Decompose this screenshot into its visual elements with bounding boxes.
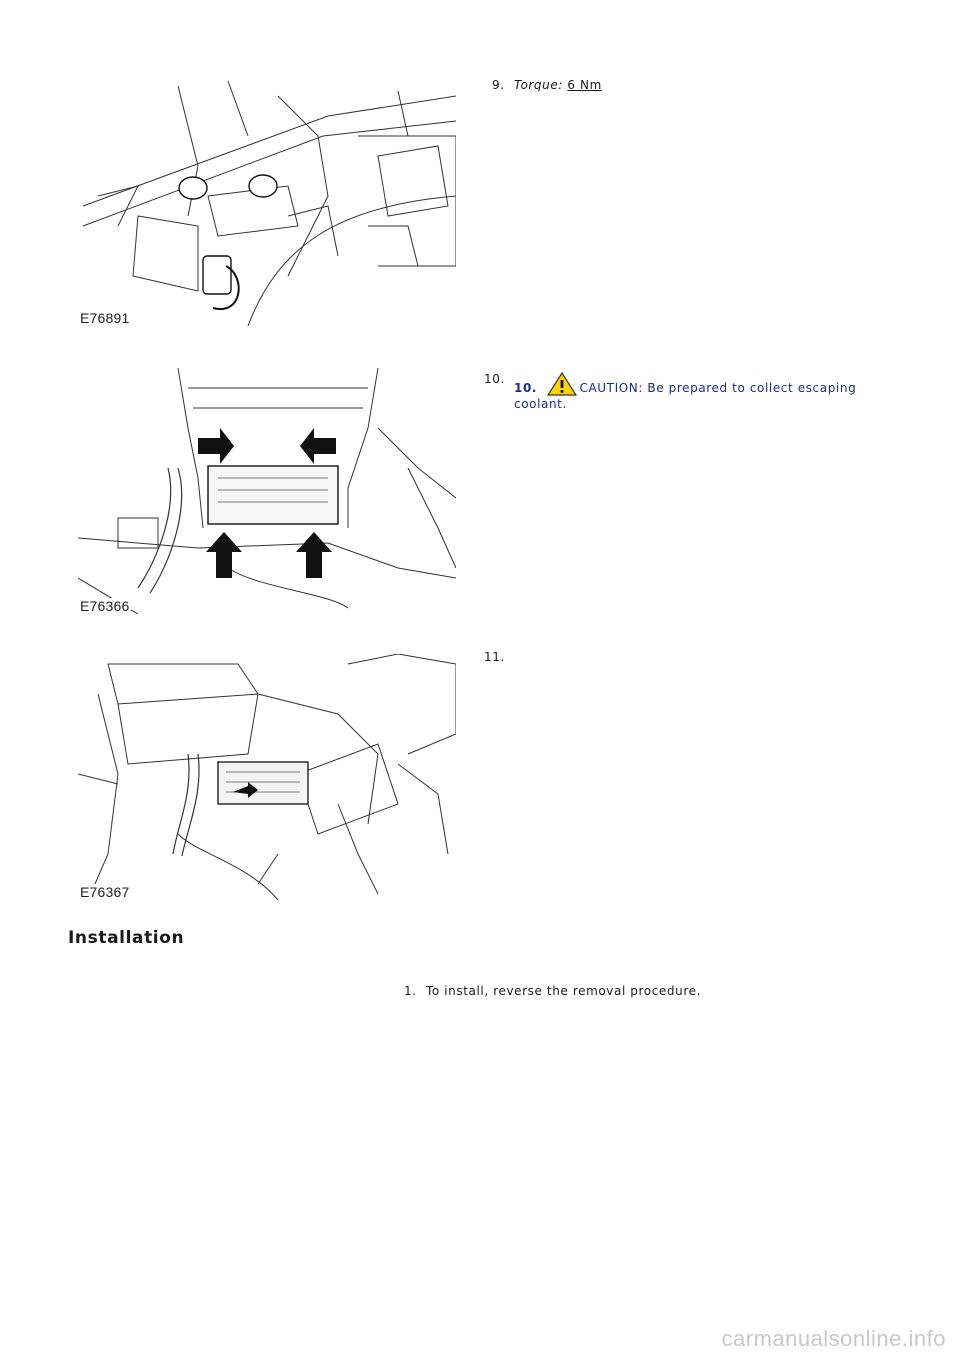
step-10 xyxy=(484,372,904,412)
step-9 xyxy=(492,78,892,98)
figure-label: E76891 xyxy=(80,310,130,326)
caution-text-continued: coolant. xyxy=(514,397,567,411)
step-number: 10. xyxy=(484,372,505,386)
figure-e76367-illustration xyxy=(78,654,456,900)
figure-e76366 xyxy=(78,368,456,614)
step-number: 1. xyxy=(404,984,417,998)
caution-text: CAUTION: Be prepared to collect escaping xyxy=(579,381,857,395)
footer-brand: carmanualsonline.info xyxy=(721,1326,946,1351)
figure-e76366-illustration xyxy=(78,368,456,614)
torque-label: Torque: xyxy=(514,78,563,92)
warning-icon xyxy=(547,372,577,396)
torque-value-link[interactable]: 6 Nm xyxy=(567,78,602,92)
figure-e76891 xyxy=(78,76,456,326)
step-text: To install, reverse the removal procedure. xyxy=(426,984,702,998)
step-number: 11. xyxy=(484,650,505,664)
figure-e76891-illustration xyxy=(78,76,456,326)
figure-label: E76367 xyxy=(80,884,130,900)
figure-e76367 xyxy=(78,654,456,900)
section-title-installation: Installation xyxy=(68,928,185,948)
figure-label: E76366 xyxy=(80,598,130,614)
step-bold-number: 10. xyxy=(514,381,538,395)
step-11 xyxy=(484,650,544,670)
step-number: 9. xyxy=(492,78,505,92)
installation-step-1 xyxy=(404,984,824,1004)
